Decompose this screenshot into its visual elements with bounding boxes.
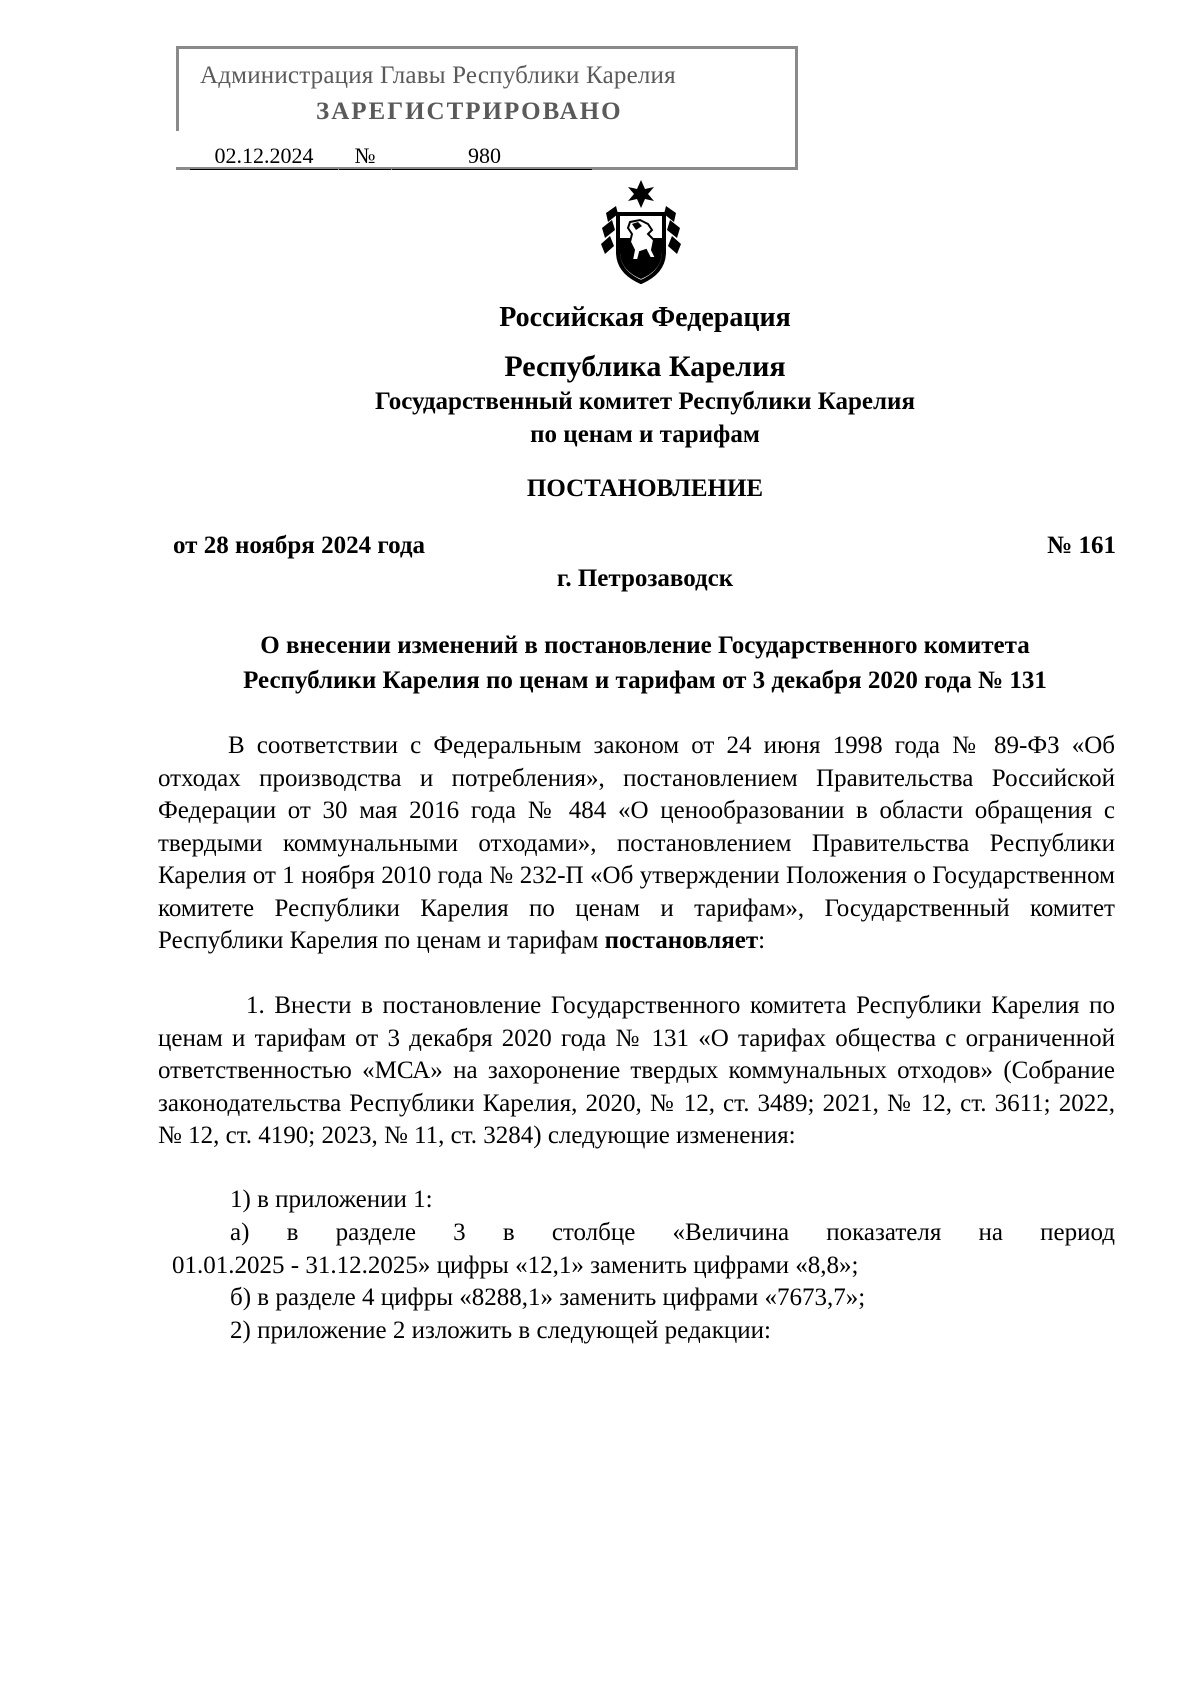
stamp-registered-label: ЗАРЕГИСТРИРОВАНО (316, 98, 623, 125)
sub-item-a-line-2: 01.01.2025 - 31.12.2025» цифры «12,1» заменить цифрами «8,8»; (172, 1252, 859, 1279)
document-type: ПОСТАНОВЛЕНИЕ (526, 475, 764, 502)
preamble-text: В соответствии с Федеральным законом от 24 июня 1998 года № 89-ФЗ «Об отходах производства и потребления», постановлением Правительства Российской Федерации от 30 мая 2016 года № 484 «О ценообразовании в области обращения с твердыми коммунальными отходами», постановлением Правительства Республики Карелия от 1 ноября 2010 года № 232-П «Об утверждении Положения о Государственном комитете Республики Карелия по ценам и тарифам», Государственный комитет Республики Карелия по ценам и тарифам (158, 732, 1115, 954)
stamp-authority: Администрация Главы Республики Карелия (200, 62, 676, 89)
subject-line-2: Республики Карелия по ценам и тарифам от 3 декабря 2020 года № 131 (243, 667, 1047, 694)
stamp-date: 02.12.2024 (190, 143, 338, 170)
country-title: Российская Федерация (499, 302, 791, 333)
sub-item-b: б) в разделе 4 цифры «8288,1» заменить цифрами «7673,7»; (230, 1284, 866, 1311)
document-number: № 161 (1047, 532, 1116, 559)
stamp-number-sign: № (339, 143, 391, 170)
document-date: от 28 ноября 2024 года (173, 532, 425, 559)
sub-item-1: 1) в приложении 1: (230, 1186, 433, 1213)
committee-subtitle: по ценам и тарифам (530, 421, 760, 448)
republic-title: Республика Карелия (504, 350, 786, 383)
stamp-number: 980 (392, 143, 592, 170)
item-1-paragraph: 1. Внести в постановление Государственного комитета Республики Карелия по ценам и тарифам от 3 декабря 2020 года № 131 «О тарифах общества с ограниченной ответственностью «МСА» на захоронение твердых коммунальных отходов» (Собрание законодательства Республики Карелия, 2020, № 12, ст. 3489; 2021, № 12, ст. 3611; 2022, № 12, ст. 4190; 2023, № 11, ст. 3284) следующие изменения: (158, 992, 1115, 1149)
stamp-border (176, 46, 179, 131)
karelia-coat-of-arms-icon (596, 178, 686, 288)
resolves-keyword: постановляет (604, 927, 759, 954)
subject-line-1: О внесении изменений в постановление Государственного комитета (260, 632, 1030, 659)
preamble-colon: : (758, 927, 766, 954)
committee-title: Государственный комитет Республики Карелия (375, 388, 915, 415)
document-city: г. Петрозаводск (556, 565, 734, 592)
sub-item-2: 2) приложение 2 изложить в следующей редакции: (230, 1317, 771, 1344)
sub-item-a-line-1: а) в разделе 3 в столбце «Величина показателя на период (230, 1219, 1115, 1246)
preamble-paragraph (158, 730, 1115, 958)
